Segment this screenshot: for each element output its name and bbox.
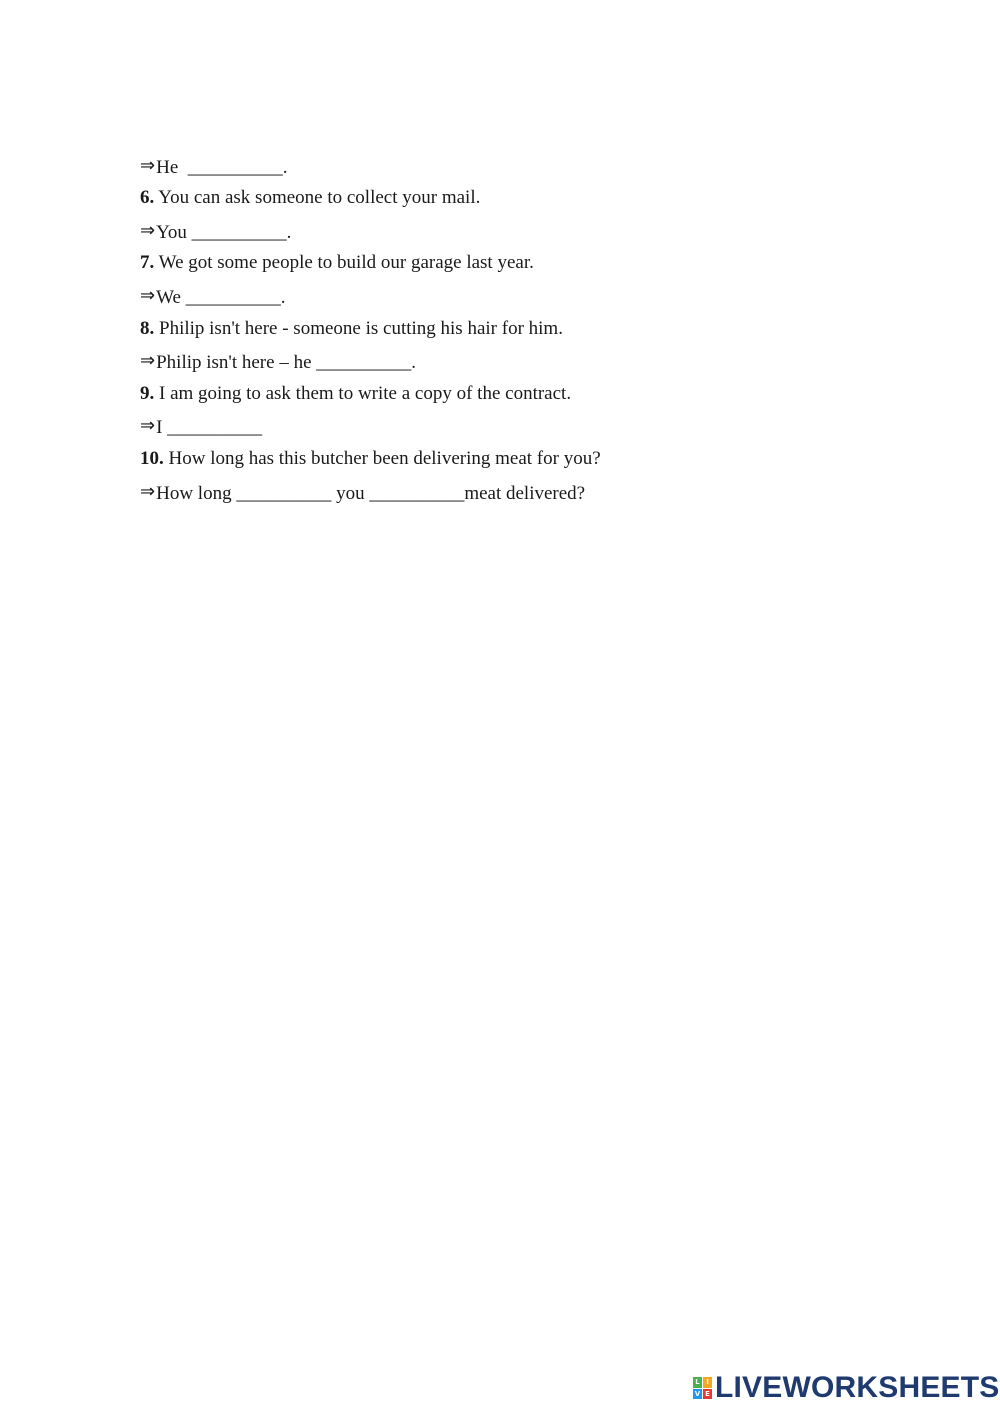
badge-letter-l: L — [693, 1377, 702, 1388]
liveworksheets-logo[interactable] — [693, 1370, 1000, 1406]
implies-arrow-icon: ⇒ — [140, 350, 156, 372]
question-text: Philip isn't here - someone is cutting his hair for him. — [154, 317, 563, 339]
answer-text: I __________ — [156, 417, 263, 439]
answer-text: He __________. — [156, 156, 288, 178]
implies-arrow-icon: ⇒ — [140, 219, 156, 241]
liveworksheets-badge-icon — [693, 1377, 712, 1399]
implies-arrow-icon: ⇒ — [140, 415, 156, 437]
implies-arrow-icon: ⇒ — [140, 284, 156, 306]
question-number: 9. — [140, 382, 155, 404]
question-text: How long has this butcher been delivering meat for you? — [163, 447, 601, 469]
question-text: You can ask someone to collect your mail. — [154, 187, 481, 209]
answer-text: We __________. — [156, 286, 286, 308]
implies-arrow-icon: ⇒ — [140, 154, 156, 176]
badge-letter-i: I — [703, 1377, 712, 1388]
question-number: 7. — [140, 252, 155, 274]
question-number: 10. — [140, 447, 164, 469]
answer-text: How long __________ you __________meat delivered? — [156, 482, 586, 504]
answer-line-5[interactable] — [121, 117, 881, 178]
logo-wordmark: LIVEWORKSHEETS — [715, 1371, 1000, 1404]
answer-text: Philip isn't here – he __________. — [156, 352, 416, 374]
implies-arrow-icon: ⇒ — [140, 480, 156, 502]
question-number: 6. — [140, 187, 155, 209]
answer-text: You __________. — [156, 221, 292, 243]
badge-letter-v: V — [694, 1389, 701, 1398]
worksheet-body — [121, 117, 881, 504]
badge-letter-e: E — [703, 1389, 712, 1400]
question-text: We got some people to build our garage last year. — [154, 252, 534, 274]
question-number: 8. — [140, 317, 155, 339]
question-text: I am going to ask them to write a copy of the contract. — [154, 382, 572, 404]
